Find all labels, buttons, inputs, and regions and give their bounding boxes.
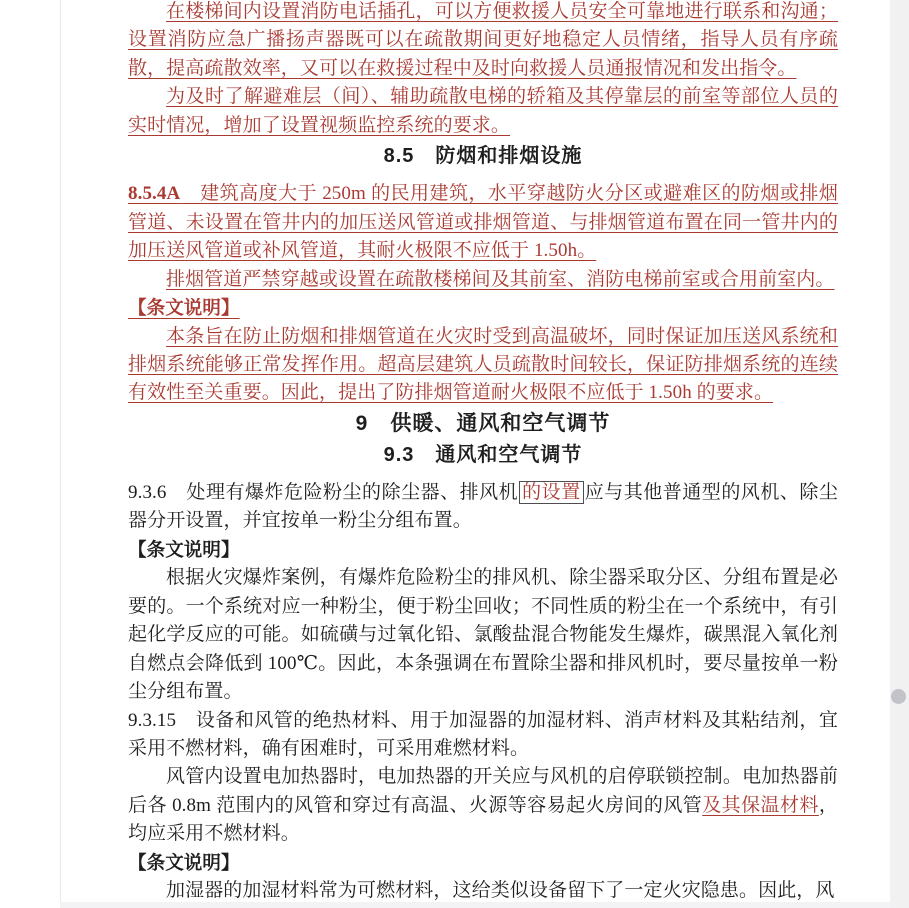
section-heading [128,440,838,470]
text-segment: ，均应采用不燃材料。 [128,794,838,845]
text-segment: 9.3.15 设备和风管的绝热材料、用于加湿器的加湿材料、消声材料及其粘结剂，宜采用不燃材料，确有困难时，可采用难燃材料。 [128,709,838,759]
text-segment: 8.5.4A [128,183,181,205]
right-gutter [890,0,909,908]
text-segment: 加湿器的加湿材料常为可燃材料，这给类似设备留下了一定火灾隐患。因此，风 [166,880,835,902]
paragraph [128,323,838,408]
text-segment: 【条文说明】 [128,297,240,319]
clause-explanation-label [128,536,838,564]
text-segment: 在楼梯间内设置消防电话插孔，可以方便救援人员安全可靠地进行联系和沟通；设置消防应急广播扬声器既可以在疏散期间更好地稳定人员情绪，指导人员有序疏散，提高疏散效率，又可以在救援过程中及时向救援人员通报情况和发出指令。 [128,1,838,79]
text-segment: 9 供暖、通风和空气调节 [355,411,611,435]
paragraph [128,266,838,294]
paragraph [128,564,838,706]
text-segment: 9.3.6 处理有爆炸危险粉尘的除尘器、排风机 [128,481,519,503]
text-segment: 【条文说明】 [128,851,240,873]
section-heading [128,141,838,171]
text-segment: 本条旨在防止防烟和排烟管道在火灾时受到高温破坏，同时保证加压送风系统和排烟系统能够正常发挥作用。超高层建筑人员疏散时间较长，保证防排烟系统的连续有效性至关重要。因此，提出了防排烟管道耐火极限不应低于 1.50h 的要求。 [128,325,838,404]
clause-paragraph [128,180,838,265]
text-segment: 风管内设置电加热器时，电加热器的开关应与风机的启停联锁控制。电加热器前后各 0.8m 范围内的风管和穿过有高温、火源等容易起火房间的风管 [128,766,838,816]
text-segment: 为及时了解避难层（间）、辅助疏散电梯的轿箱及其停靠层的前室等部位人员的实时情况，增加了设置视频监控系统的要求。 [128,86,838,136]
revision-underlined-text: 及其保温材料 [702,794,819,816]
left-page-edge [60,0,61,908]
clause-explanation-label [128,849,838,877]
scroll-indicator-dot[interactable] [891,689,906,704]
clause-paragraph [128,479,838,536]
text-segment: 根据火灾爆炸案例，有爆炸危险粉尘的排风机、除尘器采取分区、分组布置是必要的。一个系统对应一种粉尘，便于粉尘回收；不同性质的粉尘在一个系统中，有引起化学反应的可能。如硫磺与过氧化铅、氯酸盐混合物能发生爆炸，碳黑混入氧化剂自燃点会降低到 100℃。因此，本条强调在布置除尘器和排风机时，要尽量按单一粉尘分组布置。 [128,567,838,703]
text-segment: 应与其他普通型的风机、除尘器分开设置，并宜按单一粉尘分组布置。 [128,481,838,532]
paragraph [128,763,838,848]
chapter-heading [128,409,838,439]
clause-explanation-label [128,294,838,322]
text-segment: 排烟管道严禁穿越或设置在疏散楼梯间及其前室、消防电梯前室或合用前室内。 [166,268,835,290]
clause-paragraph [128,707,838,764]
text-segment: 8.5 防烟和排烟设施 [383,145,583,168]
paragraph [128,0,838,83]
text-segment: 9.3 通风和空气调节 [383,443,583,466]
text-segment: 【条文说明】 [128,538,240,560]
paragraph [128,83,838,140]
paragraph [128,877,838,905]
page-content [128,0,838,906]
text-segment: 建筑高度大于 250m 的民用建筑，水平穿越防火分区或避难区的防烟或排烟管道、未设置在管井内的加压送风管道或排烟管道、与排烟管道布置在同一管井内的加压送风管道或补风管道，其耐火极限不应低于 1.50h。 [128,183,838,262]
inserted-text-box: 的设置 [519,481,584,504]
